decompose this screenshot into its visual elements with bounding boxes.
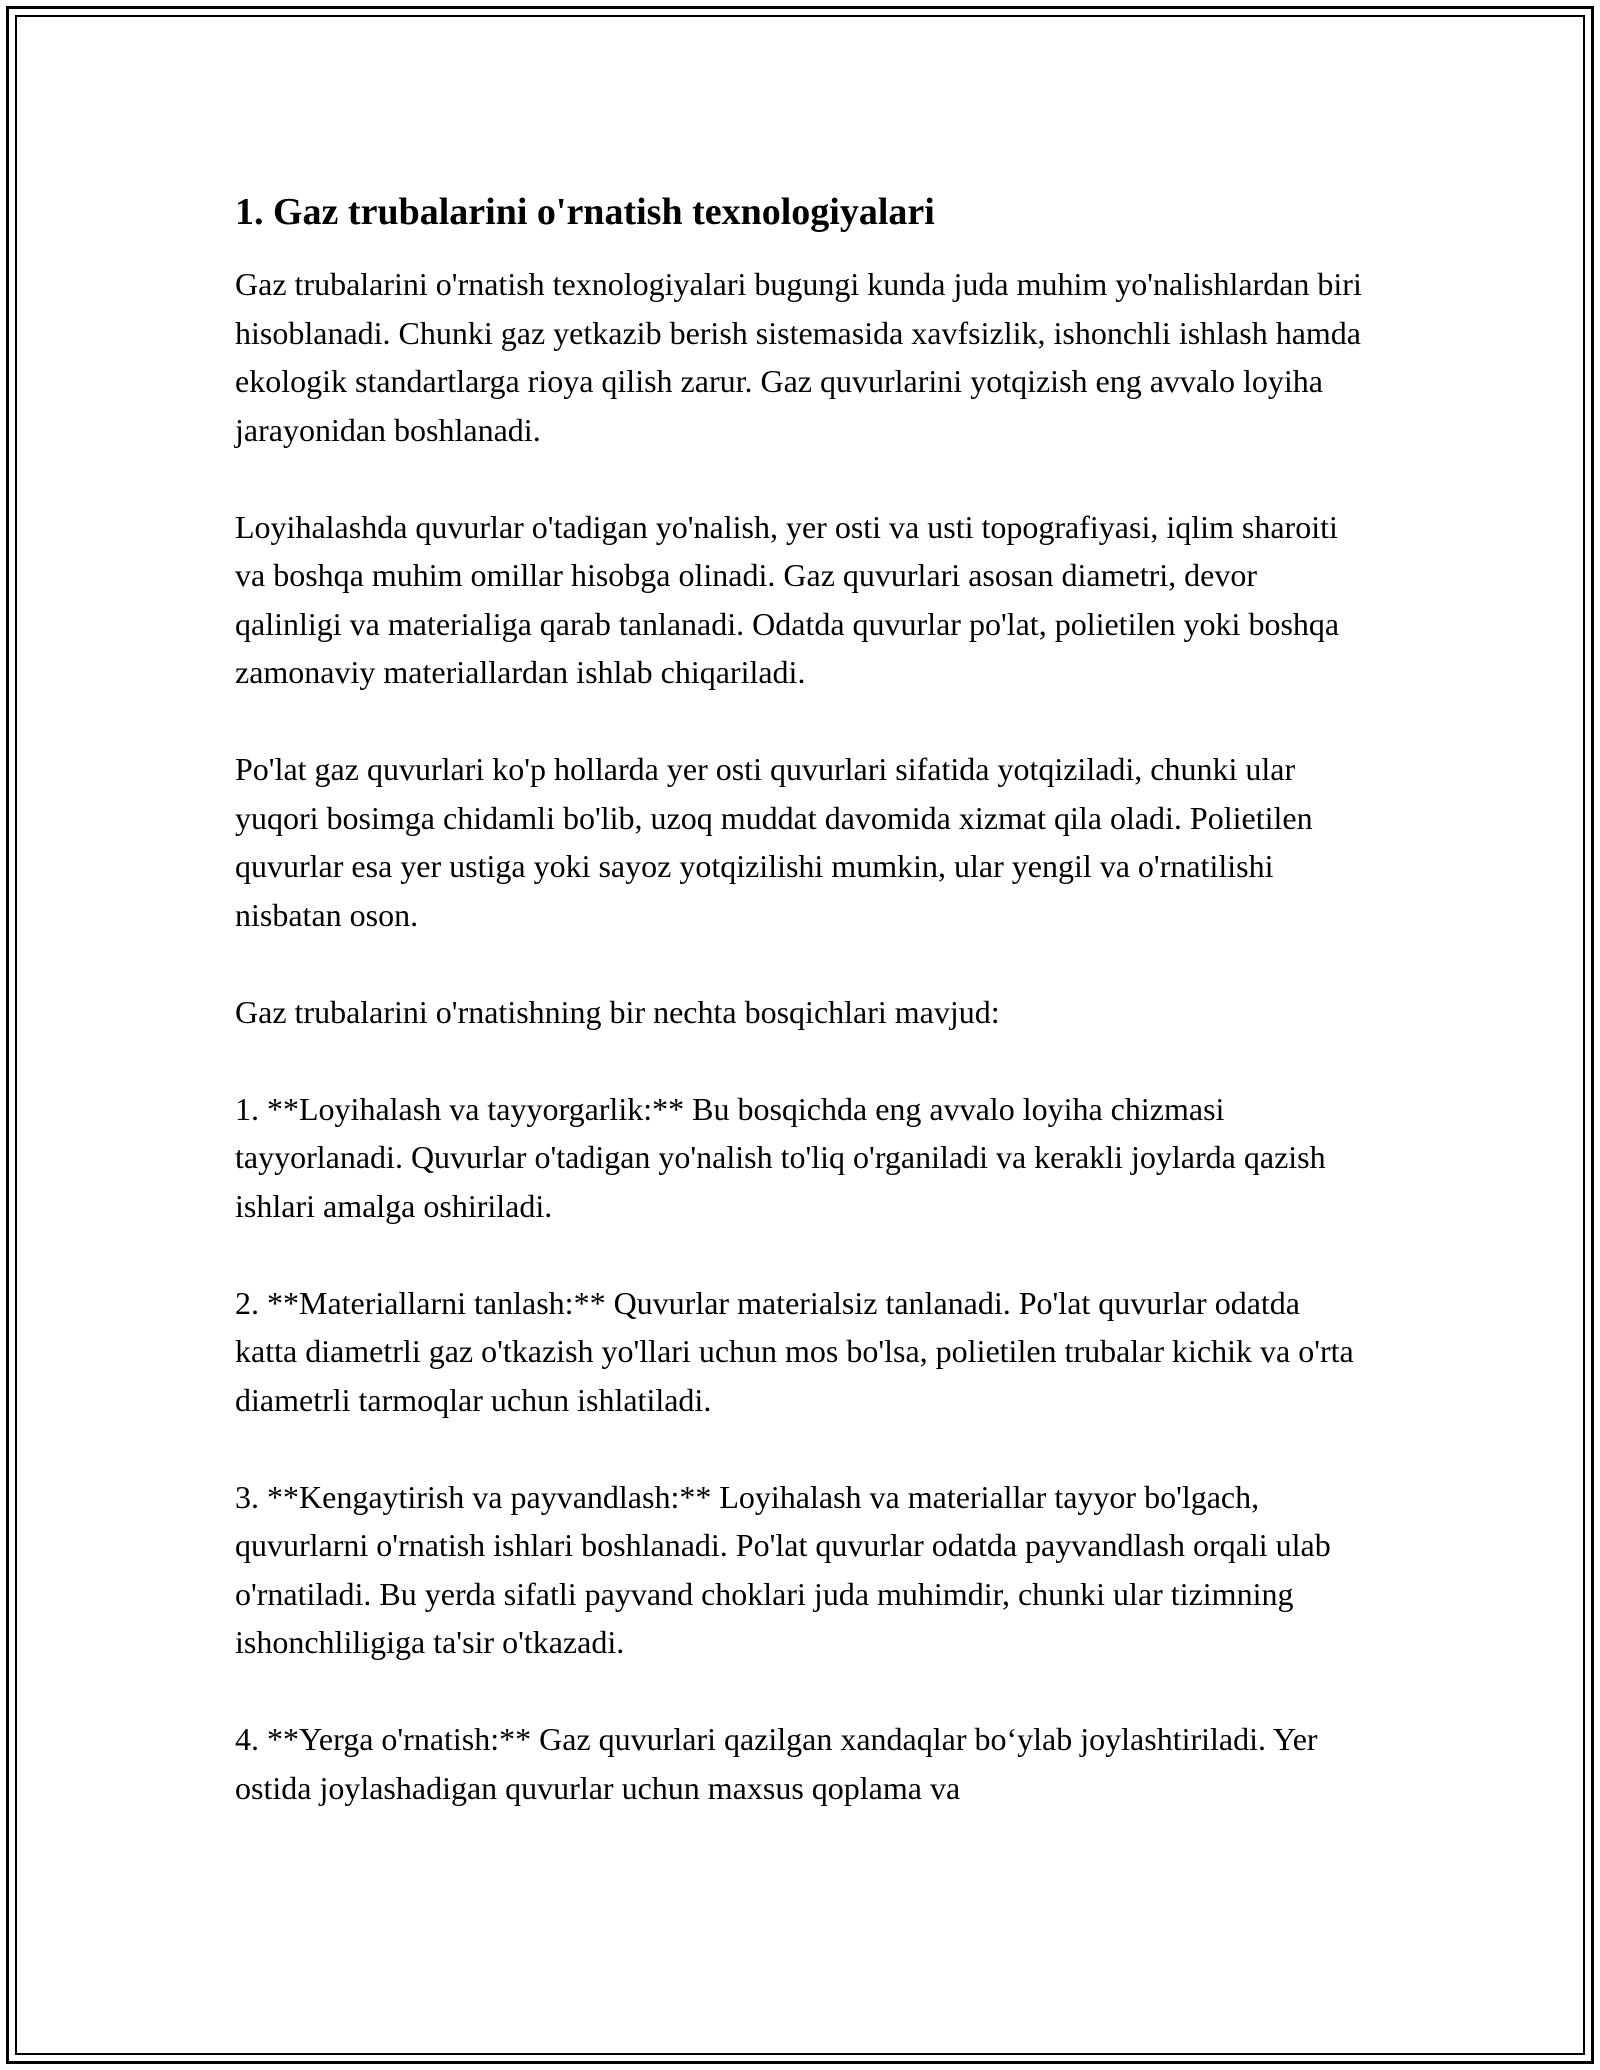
section-heading: 1. Gaz trubalarini o'rnatish texnologiyalari xyxy=(235,191,935,233)
paragraph-intro: Gaz trubalarini o'rnatish texnologiyalari bugungi kunda juda muhim yo'nalishlardan biri hisoblanadi. Chunki gaz yetkazib berish sistemasida xavfsizlik, ishonchli ishlash hamda ekologik standartlarga rioya qilish zarur. Gaz quvurlarini yotqizish eng avvalo loyiha jarayonidan boshlanadi. xyxy=(235,266,1362,448)
list-item-step-4: 4. **Yerga o'rnatish:** Gaz quvurlari qazilgan xandaqlar bo‘ylab joylashtiriladi. Yer ostida joylashadigan quvurlar uchun maxsus qoplama va xyxy=(235,1721,1318,1806)
list-item-step-3: 3. **Kengaytirish va payvandlash:** Loyihalash va materiallar tayyor bo'lgach, quvurlarni o'rnatish ishlari boshlanadi. Po'lat quvurlar odatda payvandlash orqali ulab o'rnatiladi. Bu yerda sifatli payvand choklari juda muhimdir, chunki ular tizimning ishonchliligiga ta'sir o'tkazadi. xyxy=(235,1478,1331,1660)
list-item-step-2: 2. **Materiallarni tanlash:** Quvurlar materialsiz tanlanadi. Po'lat quvurlar odatda katta diametrli gaz o'tkazish yo'llari uchun mos bo'lsa, polietilen trubalar kichik va o'rta diametrli tarmoqlar uchun ishlatiladi. xyxy=(235,1284,1354,1418)
list-item-step-1: 1. **Loyihalash va tayyorgarlik:** Bu bosqichda eng avvalo loyiha chizmasi tayyorlanadi. Quvurlar o'tadigan yo'nalish to'liq o'rganiladi va kerakli joylarda qazish ishlari amalga oshiriladi. xyxy=(235,1090,1326,1224)
paragraph-design: Loyihalashda quvurlar o'tadigan yo'nalish, yer osti va usti topografiyasi, iqlim sharoiti va boshqa muhim omillar hisobga olinadi. Gaz quvurlari asosan diametri, devor qalinligi va materialiga qarab tanlanadi. Odatda quvurlar po'lat, polietilen yoki boshqa zamonaviy materiallardan ishlab chiqariladi. xyxy=(235,508,1340,690)
document-body xyxy=(235,188,1365,1861)
paragraph-materials: Po'lat gaz quvurlari ko'p hollarda yer osti quvurlari sifatida yotqiziladi, chunki ular yuqori bosimga chidamli bo'lib, uzoq muddat davomida xizmat qila oladi. Polietilen quvurlar esa yer ustiga yoki sayoz yotqizilishi mumkin, ular yengil va o'rnatilishi nisbatan oson. xyxy=(235,751,1313,933)
paragraph-stages-intro: Gaz trubalarini o'rnatishning bir nechta bosqichlari mavjud: xyxy=(235,993,1000,1030)
